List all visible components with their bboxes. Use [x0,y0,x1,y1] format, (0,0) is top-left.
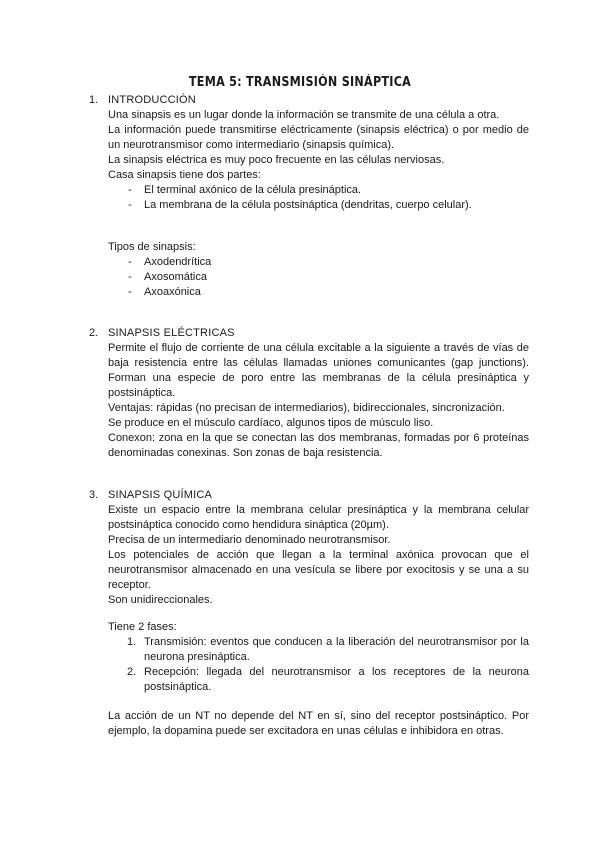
text-line: ejemplo, la dopamina puede ser excitadora en unas células e inhibidora en otras. [108,725,504,737]
section-body [108,108,529,213]
list-item-text: El terminal axónico de la célula presináptica. [144,184,362,196]
text-line: Tiene 2 fases: [108,621,177,633]
text-line: Conexon: zona en la que se conectan las dos membranas, formadas por 6 proteínas [108,432,529,444]
text-line: neurona presináptica. [144,651,250,663]
text-line: neurotransmisor almacenado en una vesícula se libere por exocitosis y se una a su [108,564,529,576]
phases-block [89,620,529,695]
text-line: Transmisión: eventos que conducen a la liberación del neurotransmisor por la [144,636,529,648]
closing-block [89,709,529,739]
item-number: 2. [127,666,137,678]
section-sinapsis-quimica [89,488,529,608]
list-item [108,255,529,270]
text-line: Tipos de sinapsis: [108,241,196,253]
text-line: postsináptica. [108,387,176,399]
section-title: SINAPSIS QUÍMICA [108,489,213,501]
dash-marker: - [128,199,132,211]
section-number: 3. [89,489,99,501]
text-line: postsináptica. [144,681,212,693]
list-item [108,270,529,285]
dash-marker: - [128,286,132,298]
list-item [108,285,529,300]
numbered-item [108,665,529,695]
text-line: Recepción: llegada del neurotransmisor a los receptores de la neurona [144,666,529,678]
section-body [108,503,529,608]
section-body [108,341,529,461]
text-line: Existe un espacio entre la membrana celular presináptica y la membrana celular [108,504,529,516]
text-line: Precisa de un intermediario denominado neurotransmisor. [108,534,391,546]
text-line: baja resistencia entre las células llamadas uniones comunicantes (gap junctions). [108,357,529,369]
closing-body [108,709,529,739]
list-item-text: Axoaxónica [144,286,201,298]
types-body [108,240,529,300]
text-line: Permite el flujo de corriente de una célula excitable a la siguiente a través de vías de [108,342,529,354]
text-line: Casa sinapsis tiene dos partes: [108,169,261,181]
section-sinapsis-electricas [89,326,529,461]
dash-marker: - [128,184,132,196]
text-line: receptor. [108,579,151,591]
text-line: Son unidireccionales. [108,594,213,606]
text-line: denominadas conexinas. Son zonas de baja resistencia. [108,447,383,459]
phases-body [108,620,529,695]
section-title: INTRODUCCIÓN [108,94,196,106]
numbered-item [108,635,529,665]
list-item [108,183,529,198]
text-line: Ventajas: rápidas (no precisan de intermediarios), bidireccionales, sincronización. [108,402,505,414]
text-line: La acción de un NT no depende del NT en sí, sino del receptor postsináptico. Por [108,710,529,722]
text-line: Los potenciales de acción que llegan a la terminal axónica provocan que el [108,549,529,561]
dash-marker: - [128,256,132,268]
text-line: postsináptica conocido como hendidura sináptica (20µm). [108,519,389,531]
section-title: SINAPSIS ELÉCTRICAS [108,327,235,339]
section-number: 1. [89,94,99,106]
list-item-text: Axodendrítica [144,256,212,268]
section-heading [89,93,529,108]
page-title: TEMA 5: TRANSMISIÓN SINÁPTICA [188,75,412,90]
list-item-text: Axosomática [144,271,207,283]
text-line: La información puede transmitirse eléctricamente (sinapsis eléctrica) o por medio de [108,124,529,136]
section-number: 2. [89,327,99,339]
item-number: 1. [127,636,137,648]
list-item-text: La membrana de la célula postsináptica (dendritas, cuerpo celular). [144,199,472,211]
text-line: Una sinapsis es un lugar donde la información se transmite de una célula a otra. [108,109,500,121]
types-block [89,240,529,300]
text-line: un neurotransmisor como intermediario (sinapsis química). [108,139,395,151]
section-heading [89,326,529,341]
list-item [108,198,529,213]
text-line: La sinapsis eléctrica es muy poco frecuente en las células nerviosas. [108,154,445,166]
text-line: Se produce en el músculo cardíaco, algunos tipos de músculo liso. [108,417,434,429]
dash-marker: - [128,271,132,283]
text-line: Forman una especie de poro entre las membranas de la célula presináptica y [108,372,529,384]
section-heading [89,488,529,503]
section-introduccion [89,93,529,213]
